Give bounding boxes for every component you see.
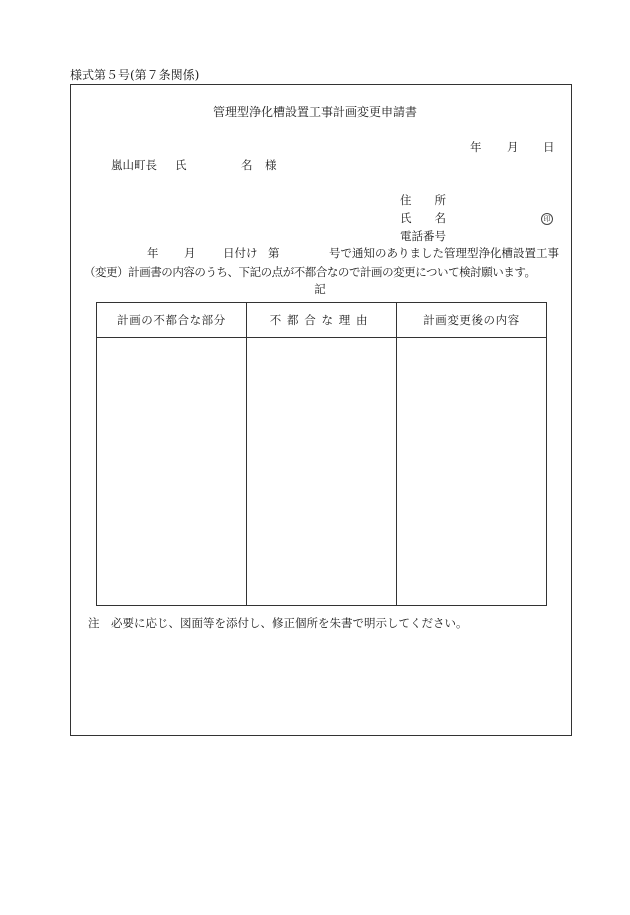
body-dated: 日付け (223, 246, 258, 260)
date-day-label: 日 (543, 140, 555, 154)
cell-problem-part[interactable] (97, 338, 247, 606)
form-number-label: 様式第５号(第７条関係) (70, 68, 200, 82)
form-title: 管理型浄化槽設置工事計画変更申請書 (212, 105, 417, 119)
body-month: 月 (184, 246, 196, 260)
phone-label: 電話番号 (400, 229, 446, 243)
header-problem-part: 計画の不都合な部分 (97, 303, 247, 338)
addressee-mei: 名 (241, 158, 253, 172)
addressee-shi: 氏 (175, 158, 187, 172)
seal-icon: 印 (541, 213, 553, 225)
addressee-sama: 様 (265, 158, 277, 172)
ki-heading: 記 (314, 282, 326, 296)
table-row (97, 338, 547, 606)
cell-problem-reason[interactable] (247, 338, 397, 606)
addressee-town: 嵐山町長 (111, 158, 157, 172)
header-changed-content: 計画変更後の内容 (397, 303, 547, 338)
footnote: 注 必要に応じ、図面等を添付し、修正個所を朱書で明示してください。 (88, 616, 468, 630)
name-label: 氏 名 (400, 211, 446, 225)
cell-changed-content[interactable] (397, 338, 547, 606)
body-year: 年 (147, 246, 159, 260)
date-month-label: 月 (507, 140, 519, 154)
date-year-label: 年 (470, 140, 482, 154)
body-line1-text: 号で通知のありました管理型浄化槽設置工事 (329, 246, 559, 260)
address-label: 住 所 (400, 193, 446, 207)
body-number-prefix: 第 (268, 246, 280, 260)
header-problem-reason: 不都合な理由 (247, 303, 397, 338)
date-line (470, 139, 482, 155)
table-header-row (97, 303, 547, 338)
body-line2-text: （変更）計画書の内容のうち、下記の点が不都合なので計画の変更について検討願います。 (84, 265, 536, 279)
change-request-table (96, 302, 547, 606)
